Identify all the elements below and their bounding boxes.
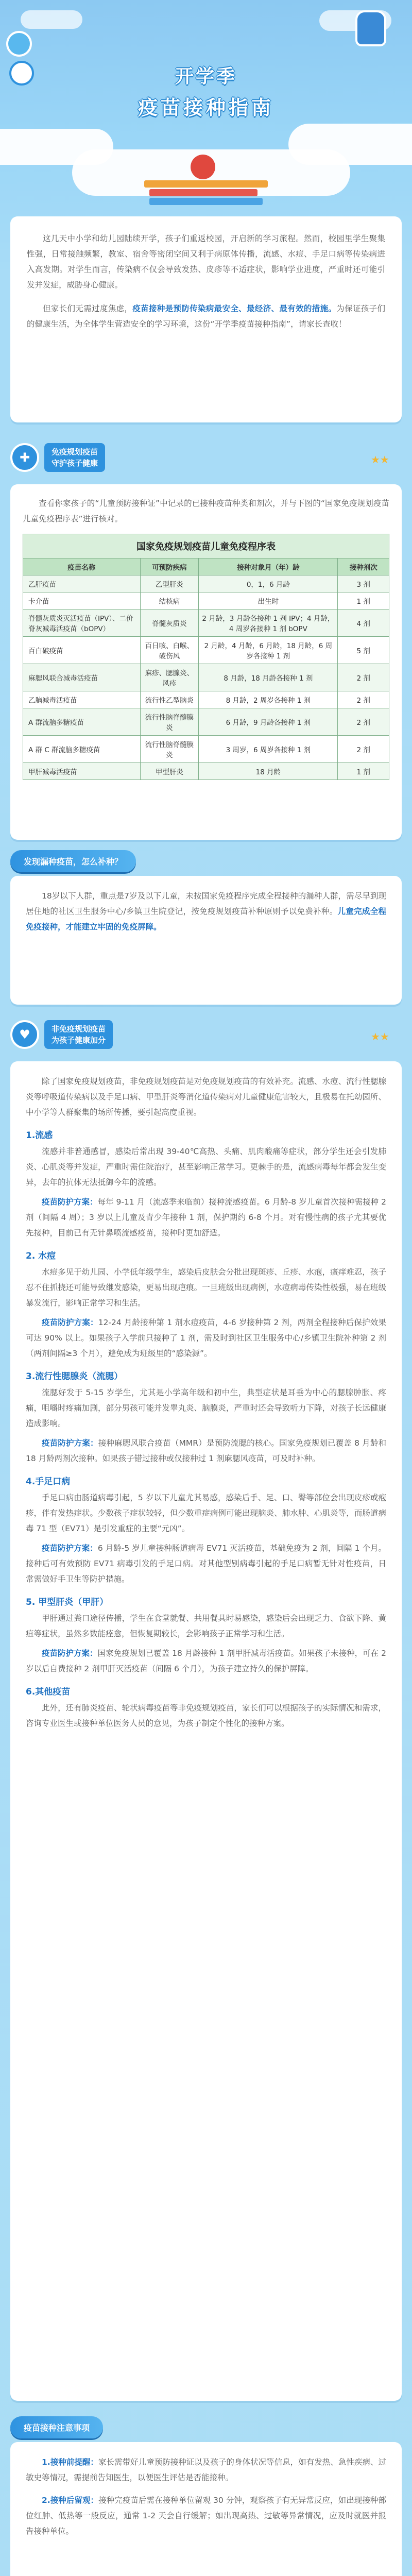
section1-badge (10, 443, 105, 472)
vaccine-plan-label: 疫苗防护方案： (42, 1318, 98, 1327)
vaccine-name-cell: A 群流脑多糖疫苗 (23, 708, 141, 736)
notes-pill: 疫苗接种注意事项 (10, 2416, 103, 2438)
doses-cell: 2 剂 (338, 708, 389, 736)
vaccine-name-cell: 乙肝疫苗 (23, 575, 141, 592)
vaccine-schedule-card (10, 484, 402, 840)
vaccine-name-cell: 脊髓灰质炎灭活疫苗（IPV）、二价脊灰减毒活疫苗（bOPV） (23, 609, 141, 637)
doses-cell: 2 剂 (338, 664, 389, 691)
table-row (23, 736, 389, 763)
notes-card (10, 2442, 402, 2576)
disease-cell: 流行性乙型脑炎 (140, 691, 199, 708)
disease-cell: 百日咳、白喉、破伤风 (140, 637, 199, 664)
age-cell: 18 月龄 (199, 763, 338, 780)
vaccine-plan-label: 疫苗防护方案： (42, 1544, 98, 1553)
backpack-icon (355, 10, 386, 46)
vaccine-plan (26, 1435, 386, 1466)
vaccine-plan-text: 接种麻腮风联合疫苗（MMR）是预防流腮的核心。国家免疫规划已覆盖 8 月龄和 18 月龄两剂次接种。如果孩子错过接种或仅接种过 1 剂麻腮风疫苗，可及时补种。 (26, 1438, 386, 1463)
disease-item (26, 1368, 386, 1466)
vaccine-plan-label: 疫苗防护方案： (42, 1438, 98, 1448)
section2-badge-label (44, 1020, 113, 1049)
disease-cell: 甲型肝炎 (140, 763, 199, 780)
missed-text-highlight: 儿童完成全程免疫接种，才能建立牢固的免疫屏障。 (26, 907, 386, 931)
disease-description: 手足口病由肠道病毒引起，5 岁以下儿童尤其易感，感染后手、足、口、臀等部位会出现皮疹或疱疹，伴有发热症状。少数孩子症状较轻，但少数重症病例可能出现脑炎、肺水肿、心肌炎等，而肠道病毒 71 型（EV71）是引发重症的主要“元凶”。 (26, 1493, 386, 1533)
section2-intro: 除了国家免疫规划疫苗，非免疫规划疫苗是对免疫规划疫苗的有效补充。流感、水痘、流行性腮腺炎等呼吸道传染病以及手足口病、甲型肝炎等消化道传染病对儿童健康危害较大，且极易在托幼园所、中小学等人群聚集的场所传播，要引起高度重视。 (26, 1077, 386, 1117)
intro-p2-highlight: 疫苗接种是预防传染病最安全、最经济、最有效的措施。 (132, 304, 337, 313)
doses-cell: 1 剂 (338, 592, 389, 609)
missed-text-prefix: 18岁以下人群，重点是7岁及以下儿童，未按国家免疫程序完成全程接种的漏种人群，需尽早到现居住地的社区卫生服务中心/乡镇卫生院登记，按免疫规划疫苗补种原则予以免费补种。 (26, 891, 386, 916)
age-cell: 8 月龄，2 周岁各接种 1 剂 (199, 691, 338, 708)
doses-cell: 2 剂 (338, 736, 389, 763)
age-cell: 8 月龄，18 月龄各接种 1 剂 (199, 664, 338, 691)
table-row (23, 763, 389, 780)
disease-description: 水痘多见于幼儿园、小学低年级学生，感染后皮肤会分批出现斑疹、丘疹、水疱，瘙痒难忍，孩子忍不住抓挠还可能导致继发感染，更易出现疤痕。一旦班级出现病例，水痘病毒传染性极强，易在班级暴发流行，影响正常学习和生活。 (26, 1267, 386, 1308)
doses-cell: 3 剂 (338, 575, 389, 592)
disease-cell: 脊髓灰质炎 (140, 609, 199, 637)
vaccine-plan (26, 1646, 386, 1676)
notes-list (26, 2454, 386, 2539)
doses-cell: 5 剂 (338, 637, 389, 664)
intro-p2-suffix: 为保证孩子们的健康生活，为全体学生营造安全的学习环境，这份“开学季疫苗接种指南”，请家长查收！ (27, 304, 385, 329)
shield-icon: ♥ (10, 1020, 39, 1049)
column-header: 接种剂次 (338, 558, 389, 575)
note-text: 接种完疫苗后需在接种单位留观 30 分钟，观察孩子有无异常反应，如出现接种部位红肿、低热等一般反应，通常 1-2 天会自行缓解；如出现高热、过敏等异常情况，应及时就医并报告接种单位。 (26, 2496, 386, 2536)
disease-item (26, 1127, 386, 1241)
age-cell: 3 周岁，6 周岁各接种 1 剂 (199, 736, 338, 763)
vaccine-plan-text: 12-24 月龄接种第 1 剂水痘疫苗，4-6 岁接种第 2 剂，两剂全程接种后保护效果可达 90% 以上。如果孩子入学前只接种了 1 剂，需及时到社区卫生服务中心/乡镇卫生院补种第 2 剂（两剂间隔≥3 个月），避免成为班级里的“感染源”。 (26, 1318, 386, 1358)
disease-cell: 乙型肝炎 (140, 575, 199, 592)
age-cell: 6 月龄，9 月龄各接种 1 剂 (199, 708, 338, 736)
age-cell: 2 月龄，3 月龄各接种 1 剂 IPV；4 月龄，4 周岁各接种 1 剂 bOPV (199, 609, 338, 637)
vaccine-plan-text: 6 月龄-5 岁儿童接种肠道病毒 EV71 灭活疫苗，基础免疫为 2 剂，间隔 1 个月。接种后可有效预防 EV71 病毒引发的手足口病。对其他型别病毒引起的手足口病暂无针对性疫苗，日常需做好手卫生等防护措施。 (26, 1544, 386, 1584)
vaccine-name-cell: A 群 C 群流脑多糖疫苗 (23, 736, 141, 763)
disease-cell: 流行性脑脊髓膜炎 (140, 736, 199, 763)
schedule-table-header-row (23, 558, 389, 575)
disease-item (26, 1248, 386, 1361)
disease-cell: 麻疹、腮腺炎、风疹 (140, 664, 199, 691)
vaccine-plan (26, 1315, 386, 1361)
schedule-table (23, 558, 389, 780)
disease-heading: 1.流感 (26, 1130, 53, 1141)
table-row (23, 575, 389, 592)
table-row (23, 609, 389, 637)
intro-card (10, 216, 402, 422)
hero-title-line2: 疫苗接种指南 (138, 96, 274, 119)
intro-p2-prefix: 但家长们无需过度焦虑， (43, 304, 133, 313)
vaccine-plan (26, 1194, 386, 1241)
stars-icon: ★★ (371, 453, 389, 466)
note-item (26, 2493, 386, 2539)
vaccine-name-cell: 百白破疫苗 (23, 637, 141, 664)
note-label: 2.接种后留观： (42, 2496, 99, 2505)
section2-badge-line2: 为孩子健康加分 (52, 1036, 106, 1045)
age-cell: 0，1，6 月龄 (199, 575, 338, 592)
disease-list (26, 1127, 386, 1731)
disease-description: 流腮好发于 5-15 岁学生，尤其是小学高年级和初中生，典型症状是耳垂为中心的腮腺肿胀、疼痛，咀嚼时疼痛加剧，部分男孩可能并发睾丸炎、脑膜炎，严重时还会导致听力下降，对孩子长远健康造成影响。 (26, 1388, 386, 1428)
disease-item (26, 1473, 386, 1587)
disease-description: 甲肝通过粪口途径传播，学生在食堂就餐、共用餐具时易感染，感染后会出现乏力、食欲下降、黄疸等症状，虽然多数能痊愈，但恢复期较长，会影响孩子正常学习和生活。 (26, 1614, 386, 1638)
doses-cell: 4 剂 (338, 609, 389, 637)
disease-heading: 3.流行性腮腺炎（流腮） (26, 1371, 123, 1382)
disease-heading: 6.其他疫苗 (26, 1687, 71, 1697)
note-label: 1.接种前提醒： (42, 2458, 98, 2467)
table-row (23, 637, 389, 664)
apple-icon (191, 155, 215, 179)
table-row (23, 592, 389, 609)
disease-heading: 5. 甲型肝炎（甲肝） (26, 1597, 109, 1607)
age-cell: 2 月龄，4 月龄，6 月龄，18 月龄，6 周岁各接种 1 剂 (199, 637, 338, 664)
syringe-icon: ✚ (10, 443, 39, 472)
section2-badge (10, 1020, 113, 1049)
intro-paragraph-1: 这几天中小学和幼儿园陆续开学，孩子们重返校园，开启新的学习旅程。然而，校园里学生聚集性强，日常接触频繁，教室、宿舍等密闭空间又利于病原体传播，流感、水痘、手足口病等传染病进入高发期。对学生而言，传染病不仅会导致发热、皮疹等不适症状，影响学业进度，严重时还可能引发并发症，威胁身心健康。 (27, 234, 385, 290)
disease-description: 流感并非普通感冒，感染后常出现 39-40℃高热、头痛、肌肉酸痛等症状，部分学生还会引发肺炎、心肌炎等并发症，严重时需住院治疗，甚至影响正常学习。更棘手的是，流感病毒每年都会发生变异，去年的抗体无法抵御今年的流感。 (26, 1147, 386, 1187)
table-row (23, 664, 389, 691)
schedule-table-title: 国家免疫规划疫苗儿童免疫程序表 (23, 534, 389, 558)
cloud (21, 10, 82, 29)
vaccine-name-cell: 甲肝减毒活疫苗 (23, 763, 141, 780)
disease-heading: 2. 水痘 (26, 1251, 56, 1261)
disease-description: 此外，还有肺炎疫苗、轮状病毒疫苗等非免疫规划疫苗，家长们可以根据孩子的实际情况和需求，咨询专业医生或接种单位医务人员的意见，为孩子制定个性化的接种方案。 (26, 1703, 386, 1728)
section1-intro: 查看你家孩子的“儿童预防接种证”中记录的已接种疫苗种类和剂次，并与下图的“国家免疫规划疫苗儿童免疫程序表”进行核对。 (23, 499, 389, 523)
section1-badge-label (44, 443, 105, 472)
disease-heading: 4.手足口病 (26, 1477, 71, 1487)
vaccine-plan-label: 疫苗防护方案： (42, 1649, 98, 1658)
optional-vaccines-card (10, 1061, 402, 2401)
vaccine-plan-label: 疫苗防护方案： (42, 1197, 98, 1207)
vaccine-name-cell: 乙脑减毒活疫苗 (23, 691, 141, 708)
note-item (26, 2454, 386, 2485)
hero-title-line1: 开学季 (175, 66, 237, 87)
table-row (23, 708, 389, 736)
table-row (23, 691, 389, 708)
section1-badge-line1: 免疫规划疫苗 (52, 447, 98, 456)
disease-cell: 流行性脑脊髓膜炎 (140, 708, 199, 736)
section2-badge-line1: 非免疫规划疫苗 (52, 1024, 106, 1033)
disease-item (26, 1684, 386, 1731)
disease-cell: 结核病 (140, 592, 199, 609)
missed-vaccine-card (10, 876, 402, 1005)
stars-icon: ★★ (371, 1030, 389, 1043)
section1-badge-line2: 守护孩子健康 (52, 459, 98, 468)
column-header: 可预防疾病 (140, 558, 199, 575)
missed-vaccine-pill: 发现漏种疫苗，怎么补种？ (10, 850, 136, 872)
doses-cell: 1 剂 (338, 763, 389, 780)
intro-paragraph-2 (27, 301, 385, 332)
books-icon (144, 180, 268, 205)
disease-item (26, 1594, 386, 1676)
missed-vaccine-text (26, 888, 386, 935)
globe-icon (6, 31, 32, 57)
column-header: 接种对象月（年）龄 (199, 558, 338, 575)
vaccine-plan (26, 1540, 386, 1587)
vaccine-name-cell: 卡介苗 (23, 592, 141, 609)
note-text: 家长需带好儿童预防接种证以及孩子的身体状况等信息，如有发热、急性疾病、过敏史等情况，需提前告知医生，以便医生评估是否能接种。 (26, 2458, 386, 2482)
vaccine-name-cell: 麻腮风联合减毒活疫苗 (23, 664, 141, 691)
age-cell: 出生时 (199, 592, 338, 609)
doses-cell: 2 剂 (338, 691, 389, 708)
vaccine-plan-text: 国家免疫规划已覆盖 18 月龄接种 1 剂甲肝减毒活疫苗。如果孩子未接种，可在 2 岁以后自费接种 2 剂甲肝灭活疫苗（间隔 6 个月），为孩子建立持久的保护屏障。 (26, 1649, 386, 1673)
column-header: 疫苗名称 (23, 558, 141, 575)
vaccine-plan-text: 每年 9-11 月（流感季来临前）接种流感疫苗。6 月龄-8 岁儿童首次接种需接种 2 剂（间隔 4 周）；3 岁以上儿童及青少年接种 1 剂，保护期约 6-8 个月。对有慢性病的孩子尤其要优先接种，目前已有无针鼻喷流感疫苗，接种时更加舒适。 (26, 1197, 386, 1238)
